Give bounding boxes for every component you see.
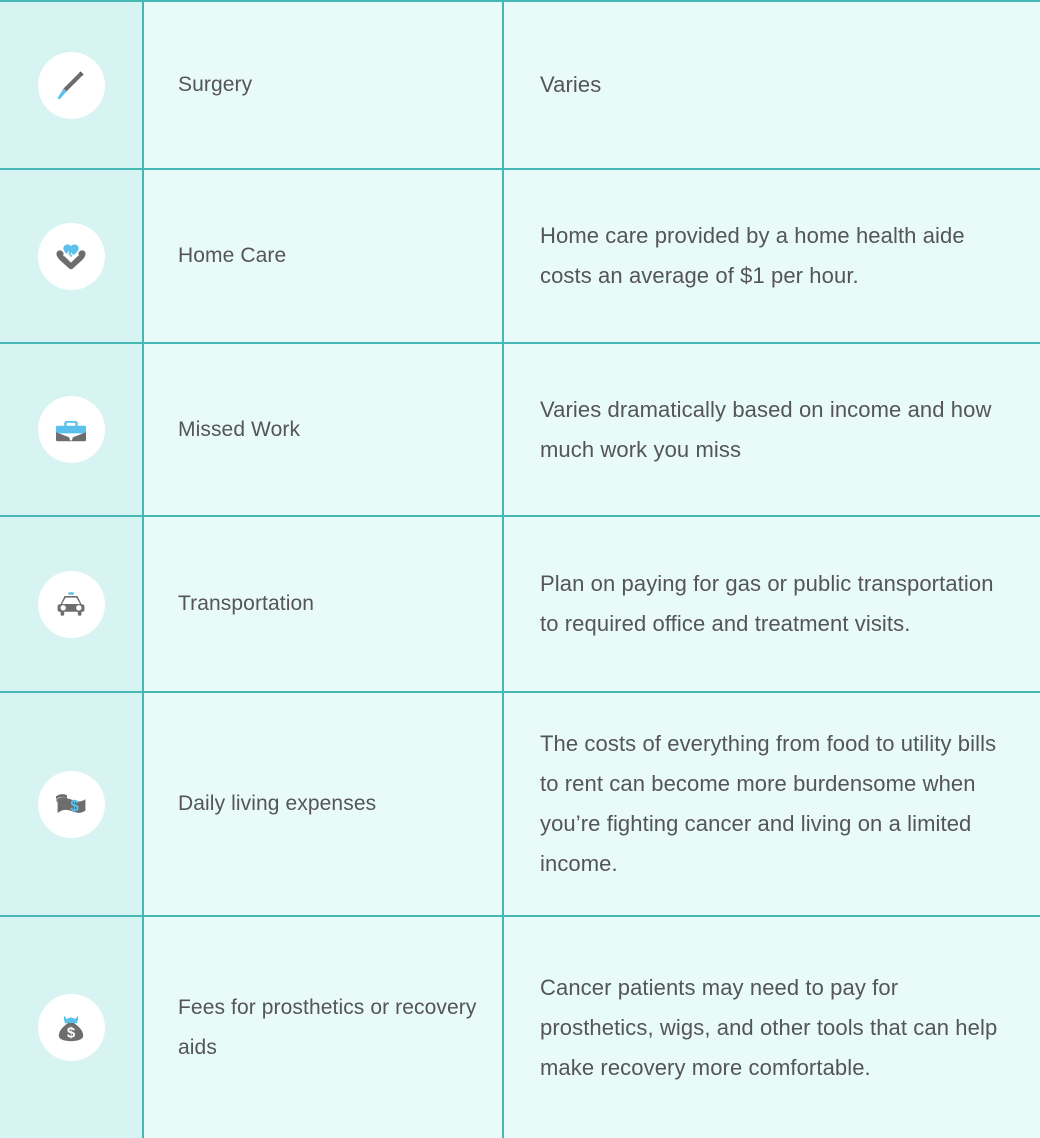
category-label: Fees for prosthetics or recovery aids [178, 995, 477, 1059]
icon-bubble [38, 52, 105, 119]
table-row [0, 170, 1040, 344]
table-row [0, 917, 1040, 1138]
category-label: Home Care [178, 244, 287, 267]
table-cell-description [504, 170, 1040, 342]
category-label: Missed Work [178, 417, 301, 441]
category-description: Plan on paying for gas or public transportation to required office and treatment visits. [540, 571, 994, 636]
category-description: Home care provided by a home health aide costs an average of $1 per hour. [540, 223, 965, 288]
table-cell-icon [0, 693, 144, 915]
money-bag-icon [49, 1006, 93, 1050]
icon-bubble [38, 771, 105, 838]
table-cell-label [144, 917, 504, 1138]
category-label: Transportation [178, 592, 315, 615]
category-description: Varies [540, 72, 602, 97]
category-description: The costs of everything from food to utility bills to rent can become more burdensome when you’re fighting cancer and living on a limited income. [540, 731, 997, 876]
category-label: Surgery [178, 73, 253, 96]
hands-heart-icon [48, 233, 94, 279]
table-cell-label [144, 2, 504, 168]
table-cell-label [144, 693, 504, 915]
table-row [0, 693, 1040, 917]
icon-bubble [38, 994, 105, 1061]
category-description: Cancer patients may need to pay for prosthetics, wigs, and other tools that can help make recovery more comfortable. [540, 974, 998, 1080]
table-cell-label [144, 344, 504, 515]
icon-bubble [38, 396, 105, 463]
table-cell-icon [0, 344, 144, 515]
category-label: Daily living expenses [178, 792, 377, 815]
table-cell-label [144, 170, 504, 342]
table-cell-icon [0, 2, 144, 168]
table-cell-description [504, 917, 1040, 1138]
category-description: Varies dramatically based on income and how much work you miss [540, 396, 992, 462]
icon-bubble [38, 223, 105, 290]
table-cell-description [504, 2, 1040, 168]
table-row [0, 0, 1040, 170]
table-cell-icon [0, 917, 144, 1138]
briefcase-icon [49, 408, 93, 452]
svg-text:$: $ [66, 1024, 76, 1042]
table-row [0, 517, 1040, 693]
table-cell-description [504, 517, 1040, 691]
table-cell-label [144, 517, 504, 691]
scalpel-icon [49, 63, 93, 107]
table-cell-icon [0, 517, 144, 691]
table-row [0, 344, 1040, 517]
table-cell-description [504, 344, 1040, 515]
table-cell-description [504, 693, 1040, 915]
car-icon [49, 582, 93, 626]
table-cell-icon [0, 170, 144, 342]
banknote-dollar-icon [48, 781, 94, 827]
icon-bubble [38, 571, 105, 638]
svg-text:$: $ [70, 797, 79, 815]
